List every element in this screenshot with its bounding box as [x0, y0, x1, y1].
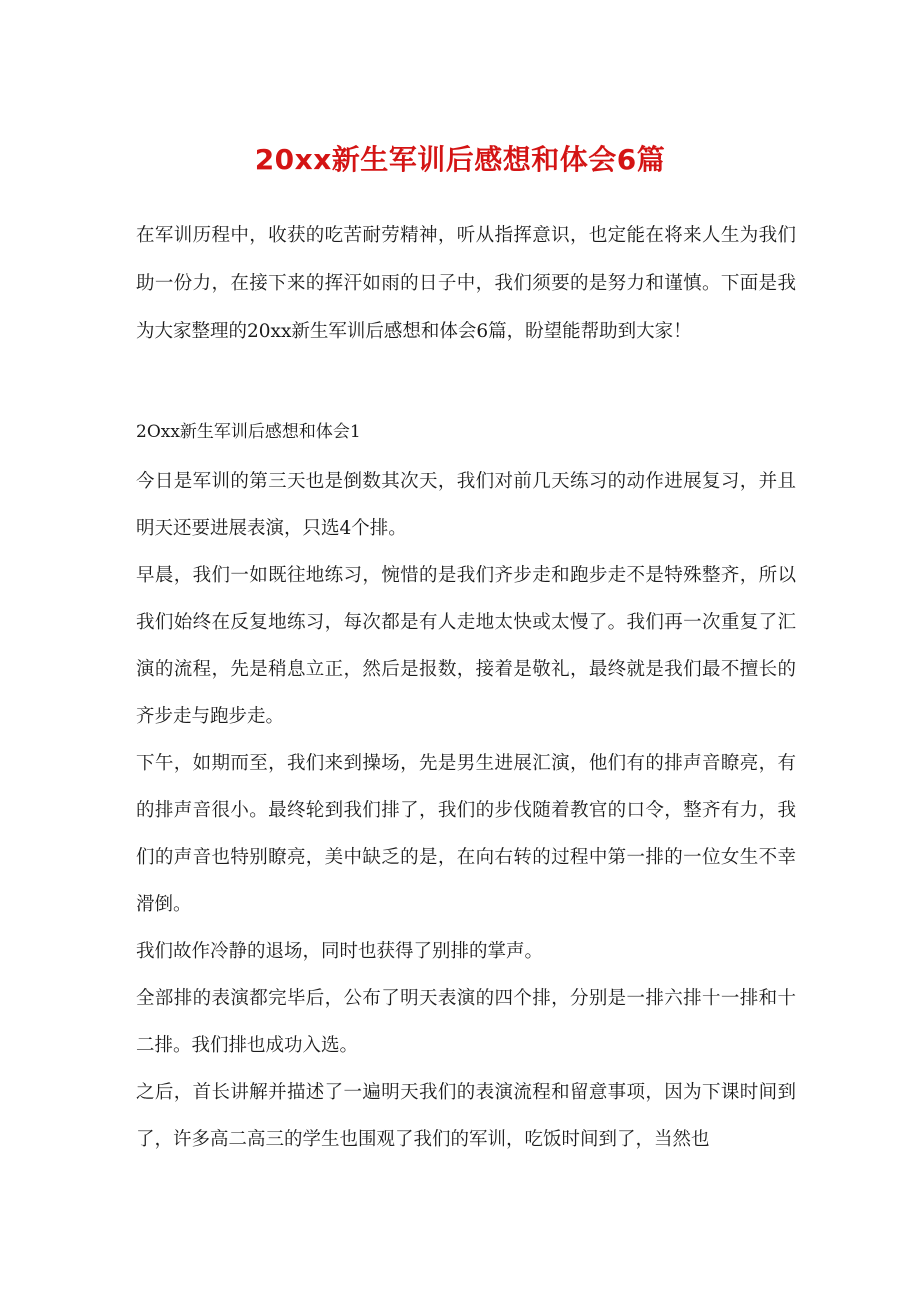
- document-body: [136, 212, 796, 1163]
- body-paragraph: 下午，如期而至，我们来到操场，先是男生进展汇演，他们有的排声音瞭亮，有的排声音很小。最终轮到我们排了，我们的步伐随着教官的口令，整齐有力，我们的声音也特别瞭亮，美中缺乏的是，在向右转的过程中第一排的一位女生不幸滑倒。: [136, 753, 796, 915]
- body-paragraph: 之后，首长讲解并描述了一遍明天我们的表演流程和留意事项，因为下课时间到了，许多高二高三的学生也围观了我们的军训，吃饭时间到了，当然也: [136, 1082, 796, 1150]
- body-paragraph: 我们故作冷静的退场，同时也获得了别排的掌声。: [136, 941, 544, 962]
- section-heading: 2Oxx新生军训后感想和体会1: [136, 422, 361, 442]
- body-paragraph: 早晨，我们一如既往地练习，惋惜的是我们齐步走和跑步走不是特殊整齐，所以我们始终在反复地练习，每次都是有人走地太快或太慢了。我们再一次重复了汇演的流程，先是稍息立正，然后是报数，接着是敬礼，最终就是我们最不擅长的齐步走与跑步走。: [136, 565, 796, 727]
- body-paragraph: 今日是军训的第三天也是倒数其次天，我们对前几天练习的动作进展复习，并且明天还要进展表演，只选4个排。: [136, 471, 796, 539]
- intro-paragraph: 在军训历程中，收获的吃苦耐劳精神，听从指挥意识，也定能在将来人生为我们助一份力，在接下来的挥汗如雨的日子中，我们须要的是努力和谨慎。下面是我为大家整理的20xx新生军训后感想和体会6篇，盼望能帮助到大家！: [136, 225, 796, 342]
- body-paragraph: 全部排的表演都完毕后，公布了明天表演的四个排，分别是一排六排十一排和十二排。我们排也成功入选。: [136, 988, 796, 1056]
- document-title: 20xx新生军训后感想和体会6篇: [254, 143, 666, 176]
